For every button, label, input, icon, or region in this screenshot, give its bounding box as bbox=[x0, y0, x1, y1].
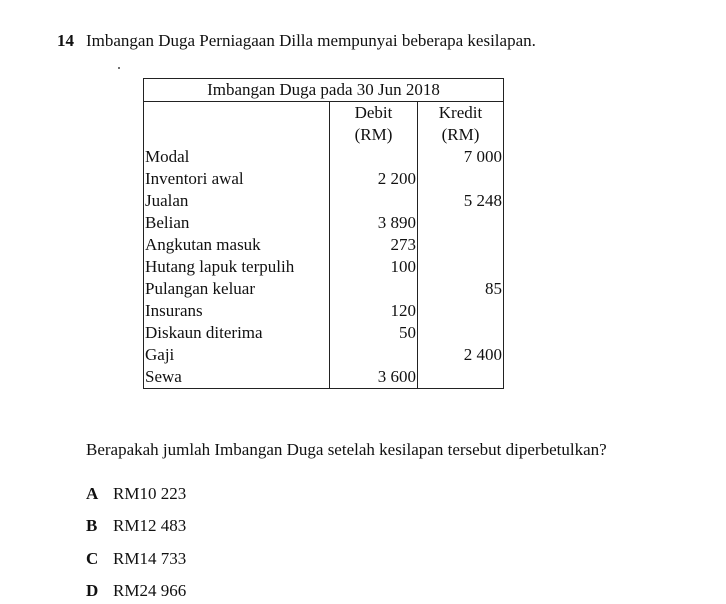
debit-value: 100 bbox=[330, 256, 418, 278]
debit-value bbox=[330, 190, 418, 212]
table-title: Imbangan Duga pada 30 Jun 2018 bbox=[144, 79, 504, 102]
table-row bbox=[144, 190, 504, 212]
option-letter: C bbox=[86, 549, 99, 568]
table-row bbox=[144, 168, 504, 190]
option-text: RM12 483 bbox=[113, 516, 187, 535]
name-header-cell bbox=[144, 124, 330, 146]
option-c[interactable] bbox=[86, 549, 186, 569]
debit-value: 50 bbox=[330, 322, 418, 344]
option-text: RM24 966 bbox=[113, 581, 187, 600]
name-header-cell bbox=[144, 102, 330, 125]
account-name: Pulangan keluar bbox=[144, 278, 330, 300]
debit-value: 3 890 bbox=[330, 212, 418, 234]
account-name: Sewa bbox=[144, 366, 330, 389]
kredit-value: 5 248 bbox=[418, 190, 504, 212]
option-letter: B bbox=[86, 516, 98, 535]
kredit-header: Kredit bbox=[418, 102, 504, 125]
debit-value bbox=[330, 344, 418, 366]
kredit-value bbox=[418, 234, 504, 256]
debit-header: Debit bbox=[330, 102, 418, 125]
kredit-value bbox=[418, 300, 504, 322]
table-row bbox=[144, 322, 504, 344]
question-stem: Imbangan Duga Perniagaan Dilla mempunyai beberapa kesilapan. bbox=[86, 31, 536, 50]
account-name: Jualan bbox=[144, 190, 330, 212]
kredit-value bbox=[418, 256, 504, 278]
option-d[interactable] bbox=[86, 581, 186, 601]
debit-value: 120 bbox=[330, 300, 418, 322]
question-number: 14 bbox=[57, 31, 74, 50]
account-name: Belian bbox=[144, 212, 330, 234]
option-a[interactable] bbox=[86, 484, 186, 504]
table-row bbox=[144, 278, 504, 300]
account-name: Hutang lapuk terpulih bbox=[144, 256, 330, 278]
option-text: RM10 223 bbox=[113, 484, 187, 503]
table-row bbox=[144, 234, 504, 256]
kredit-value bbox=[418, 168, 504, 190]
option-letter: D bbox=[86, 581, 99, 600]
kredit-value bbox=[418, 322, 504, 344]
account-name: Inventori awal bbox=[144, 168, 330, 190]
debit-value: 2 200 bbox=[330, 168, 418, 190]
table-row bbox=[144, 146, 504, 168]
kredit-value: 7 000 bbox=[418, 146, 504, 168]
table-row bbox=[144, 212, 504, 234]
debit-value bbox=[330, 278, 418, 300]
table-row bbox=[144, 256, 504, 278]
kredit-unit: (RM) bbox=[418, 124, 504, 146]
account-name: Modal bbox=[144, 146, 330, 168]
kredit-value: 85 bbox=[418, 278, 504, 300]
stray-dot bbox=[118, 67, 120, 69]
account-name: Insurans bbox=[144, 300, 330, 322]
option-b[interactable] bbox=[86, 516, 186, 536]
trial-balance-table bbox=[143, 78, 504, 389]
option-letter: A bbox=[86, 484, 99, 503]
option-text: RM14 733 bbox=[113, 549, 187, 568]
account-name: Angkutan masuk bbox=[144, 234, 330, 256]
question-prompt: Berapakah jumlah Imbangan Duga setelah kesilapan tersebut diperbetulkan? bbox=[86, 440, 607, 459]
debit-value: 273 bbox=[330, 234, 418, 256]
debit-value: 3 600 bbox=[330, 366, 418, 389]
kredit-value bbox=[418, 366, 504, 389]
kredit-value: 2 400 bbox=[418, 344, 504, 366]
account-name: Diskaun diterima bbox=[144, 322, 330, 344]
table-row bbox=[144, 344, 504, 366]
kredit-value bbox=[418, 212, 504, 234]
account-name: Gaji bbox=[144, 344, 330, 366]
debit-value bbox=[330, 146, 418, 168]
table-row bbox=[144, 366, 504, 389]
table-row bbox=[144, 300, 504, 322]
debit-unit: (RM) bbox=[330, 124, 418, 146]
